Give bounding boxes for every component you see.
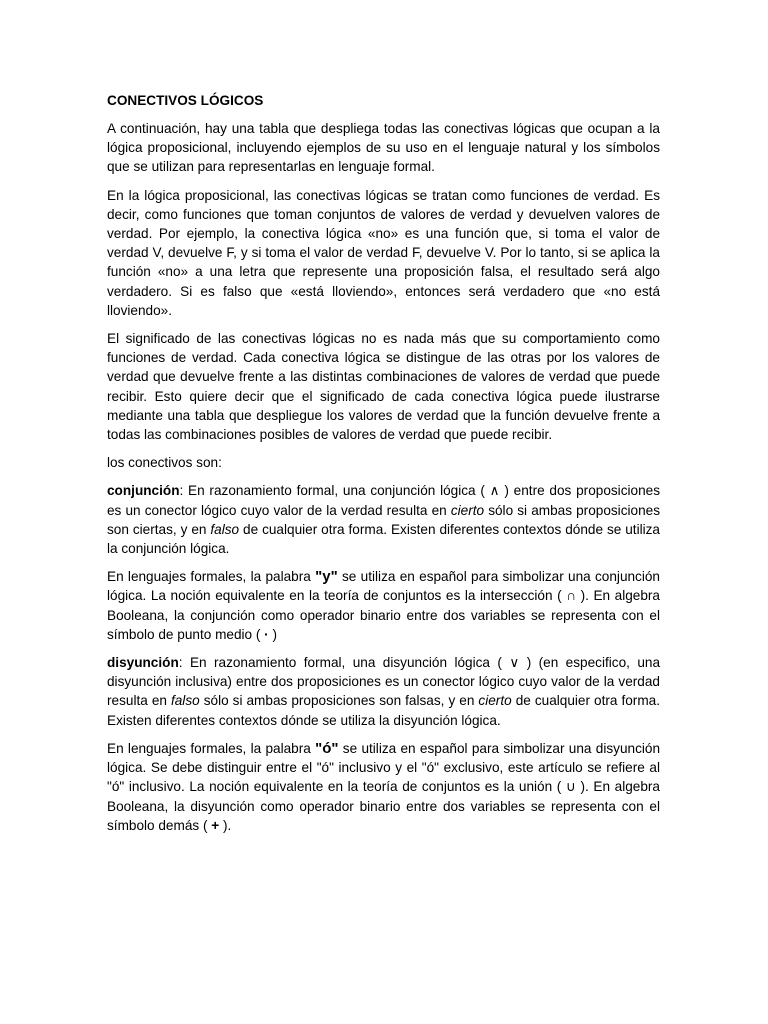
conjunction-text-3: sólo si ambas proposiciones son ciertas, y en — [107, 502, 660, 537]
and-symbol: ∧ — [489, 483, 500, 499]
truth-functions-paragraph: En la lógica proposicional, las conectivas lógicas se tratan como funciones de verdad. Es decir, como funciones que toman conjuntos de valores de verdad y devuelven valores de verdad. Por ejemplo, la conectiva lógica «no» es una función que, si toma el valor de verdad V, devuelve F, y si toma el valor de verdad F, devuelve V. Por lo tanto, si se aplica la función «no» a una letra que represente una proposición falsa, el resultado será algo verdadero. Si es falso que «está lloviendo», entonces será verdadero que «no está lloviendo». — [107, 187, 660, 318]
disjunction-em-cierto: cierto — [478, 693, 512, 709]
document-title: CONECTIVOS LÓGICOS — [107, 93, 264, 108]
keyword-o: "ó" — [315, 739, 339, 757]
document-body — [107, 91, 660, 844]
conjunction-text-4: de cualquier otra forma. Existen diferentes contextos dónde se utiliza la conjunción lógica. — [107, 521, 660, 557]
intersection-symbol: ∩ — [566, 588, 576, 604]
conjunction-em-cierto: cierto — [450, 502, 485, 518]
conj-formal-text-3: ). En algebra Booleana, la conjunción como operador binario entre dos variables se representa con el símbolo de punto medio ( — [107, 588, 660, 642]
conjunction-paragraph — [107, 481, 660, 558]
conj-formal-text-2: se utiliza en español para simbolizar una conjunción lógica. La noción equivalente en la teoría de conjuntos es la intersección ( — [107, 569, 660, 604]
disjunction-text-4: de cualquier otra forma. Existen diferentes contextos dónde se utiliza la disyunción lógica. — [107, 693, 660, 728]
intro-paragraph: A continuación, hay una tabla que despliega todas las conectivas lógicas que ocupan a la lógica proposicional, incluyendo ejemplos de su uso en el lenguaje natural y los símbolos que se utilizan para representarlas en lenguaje formal. — [107, 121, 660, 175]
disy-formal-text-2: se utiliza en español para simbolizar una disyunción lógica. Se debe distinguir entre el "ó" inclusivo y el "ó" exclusivo, este artículo se refiere al "ó" inclusivo. La noción equivalente en la teoría de conjuntos es la unión ( — [107, 740, 660, 795]
disjunction-paragraph — [107, 653, 660, 730]
disy-formal-text-4: ). — [219, 817, 232, 833]
disy-formal-text-3: ). En algebra Booleana, la disyunción como operador binario entre dos variables se representa con el símbolo demás ( — [107, 779, 660, 833]
disjunction-em-falso: falso — [170, 693, 200, 709]
conjunction-text-1: : En razonamiento formal, una conjunción lógica ( — [179, 483, 490, 499]
connectives-intro: los conectivos son: — [107, 455, 222, 471]
union-symbol: ∪ — [565, 779, 576, 795]
disjunction-text-1: : En razonamiento formal, una disyunción lógica ( — [178, 655, 510, 671]
conj-formal-text-1: En lenguajes formales, la palabra — [107, 569, 316, 585]
middle-dot-symbol: · — [264, 626, 269, 642]
disjunction-formal-paragraph — [107, 739, 660, 835]
plus-symbol: + — [211, 817, 220, 833]
conjunction-formal-paragraph — [107, 567, 660, 644]
keyword-y: "y" — [315, 568, 338, 586]
conjunction-text-2: ) entre dos proposiciones es un conector lógico cuyo valor de la verdad resulta en — [107, 483, 660, 518]
disjunction-term: disyunción — [107, 655, 179, 671]
disy-formal-text-1: En lenguajes formales, la palabra — [107, 740, 316, 756]
or-symbol: ∨ — [509, 655, 520, 671]
conjunction-term: conjunción — [107, 483, 180, 499]
conjunction-em-falso: falso — [210, 521, 240, 537]
conj-formal-text-4: ) — [268, 626, 278, 642]
disjunction-text-2: ) (en especifico, una disyunción inclusiva) entre dos proposiciones es un conector lógico cuyo valor de la verdad resulta en — [107, 655, 660, 709]
meaning-paragraph: El significado de las conectivas lógicas no es nada más que su comportamiento como funciones de verdad. Cada conectiva lógica se distingue de las otras por los valores de verdad que devuelve frente a las distintas combinaciones de valores de verdad que puede recibir. Esto quiere decir que el significado de cada conectiva lógica puede ilustrarse mediante una tabla que despliegue los valores de verdad que la función devuelve frente a todas las combinaciones posibles de valores de verdad que puede recibir. — [107, 331, 660, 443]
disjunction-text-3: sólo si ambas proposiciones son falsas, y en — [199, 693, 479, 709]
